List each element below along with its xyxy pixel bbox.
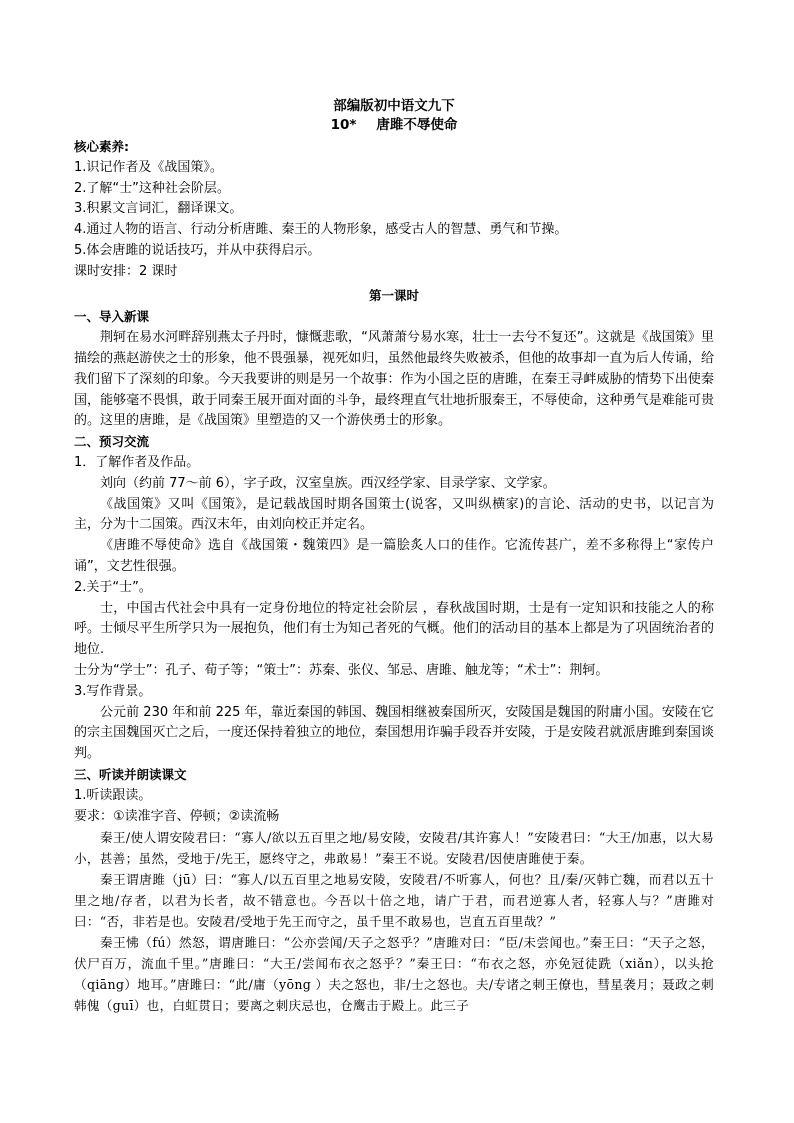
sec2-book: 《战国策》又叫《国策》，是记载战国时期各国策士(说客，又叫纵横家)的言论、活动的史书，以记言为主，分为十二国策。西汉末年，由刘向校正并定名。 <box>74 496 714 533</box>
sec2-sub2: 2.关于“士”。 <box>74 579 152 595</box>
sec1-heading: 一、导入新课 <box>74 309 150 325</box>
sec2-sub1: 1．了解作者及作品。 <box>74 454 200 470</box>
sec2-background: 公元前 230 年和前 225 年，靠近秦国的韩国、魏国相继被秦国所灭，安陵国是魏国的附庸小国。安陵在它的宗主国魏国灭亡之后，一度还保持着独立的地位，秦国想用诈骗手段吞并安陵，于是安陵君就派唐雎到秦国谈判。 <box>74 704 714 762</box>
lesson-number: 10* <box>330 117 357 133</box>
text-paragraph: 秦王/使人谓安陵君曰：“寡人/欲以五百里之地/易安陵，安陵君/其许寡人！”安陵君曰：“大王/加惠，以大易小，甚善；虽然，受地于/先王，愿终守之，弗敢易！”秦王不说。安陵君/因使唐雎使于秦。 <box>74 830 714 867</box>
lesson-heading <box>74 116 714 135</box>
text-paragraph: 秦王谓唐雎（jū）曰：“寡人/以五百里之地易安陵，安陵君/不听寡人，何也？且/秦/灭韩亡魏，而君以五十里之地/存者，以君为长者，故不错意也。今吾以十倍之地，请广于君，而君逆寡人者，轻寡人与？”唐雎对曰：“否，非若是也。安陵君/受地于先王而守之，虽千里不敢易也，岂直五百里哉？” <box>74 872 714 930</box>
core-item: 5.体会唐雎的说话技巧，并从中获得启示。 <box>74 242 321 258</box>
sec2-source: 《唐雎不辱使命》选自《战国策・魏策四》是一篇脍炙人口的佳作。它流传甚广，差不多称得上“家传户诵”，文艺性很强。 <box>74 538 714 574</box>
sec2-sub3: 3.写作背景。 <box>74 683 152 699</box>
sec2-shi-types: 士分为“学士”：孔子、荀子等；“策士”：苏秦、张仪、邹忌、唐雎、触龙等；“术士”：荆轲。 <box>74 662 609 678</box>
lesson-title: 唐雎不辱使命 <box>376 117 458 133</box>
sec3-sub1: 1.听读跟读。 <box>74 787 152 803</box>
core-item: 2.了解“士”这种社会阶层。 <box>74 180 230 196</box>
sec2-heading: 二、预习交流 <box>74 434 150 450</box>
text-paragraph: 秦王怫（fú）然怒，谓唐雎曰：“公亦尝闻/天子之怒乎？”唐雎对曰：“臣/未尝闻也。”秦王曰：“天子之怒，伏尸百万，流血千里。”唐雎曰：“大王/尝闻布衣之怒乎？”秦王曰：“布衣之怒，亦免冠徒跣（xiǎn），以头抢（qiāng）地耳。”唐雎曰：“此/庸（yōng ）夫之怒也，非/士之怒也。夫/专诸之刺王僚也，彗星袭月；聂政之刺韩傀（guī）也，白虹贯日；要离之刺庆忌也，仓鹰击于殿上。此三子 <box>74 935 714 1014</box>
sec1-paragraph: 荆轲在易水河畔辞别燕太子丹时，慷慨悲歌，“风萧萧兮易水寒，壮士一去兮不复还”。这就是《战国策》里描绘的燕赵游侠之士的形象，他不畏强暴，视死如归，虽然他最终失败被杀，但他的故事却一直为后人传诵，给我们留下了深刻的印象。今天我要讲的则是另一个故事：作为小国之臣的唐雎，在秦王寻衅威胁的情势下出使秦国，能够毫不畏惧，敢于同秦王展开面对面的斗争，最终理直气壮地折服秦王，不辱使命，这种勇气是难能可贵的。这里的唐雎，是《战国策》里塑造的又一个游侠勇士的形象。 <box>74 330 714 429</box>
document-body <box>74 97 714 1016</box>
schedule: 课时安排：2 课时 <box>74 263 178 279</box>
core-item: 1.识记作者及《战国策》。 <box>74 159 223 175</box>
core-item: 3.积累文言词汇，翻译课文。 <box>74 201 243 217</box>
sec2-shi: 士，中国古代社会中具有一定身份地位的特定社会阶层 ，春秋战国时期，士是有一定知识和技能之人的称呼。士倾尽平生所学只为一展抱负，他们有士为知己者死的气概。他们的活动目的基本上都是为了巩固统治者的地位. <box>74 600 714 658</box>
document-title: 部编版初中语文九下 <box>333 98 455 114</box>
sec3-requirement: 要求：①读准字音、停顿；②读流畅 <box>74 808 280 824</box>
sec3-heading: 三、听读并朗读课文 <box>74 766 187 782</box>
core-item: 4.通过人物的语言、行动分析唐雎、秦王的人物形象，感受古人的智慧、勇气和节操。 <box>74 222 568 238</box>
core-heading: 核心素养: <box>74 139 129 154</box>
lesson1-title: 第一课时 <box>368 287 419 303</box>
sec2-author: 刘向（约前 77～前 6），字子政，汉室皇族。西汉经学家、目录学家、文学家。 <box>100 475 556 491</box>
